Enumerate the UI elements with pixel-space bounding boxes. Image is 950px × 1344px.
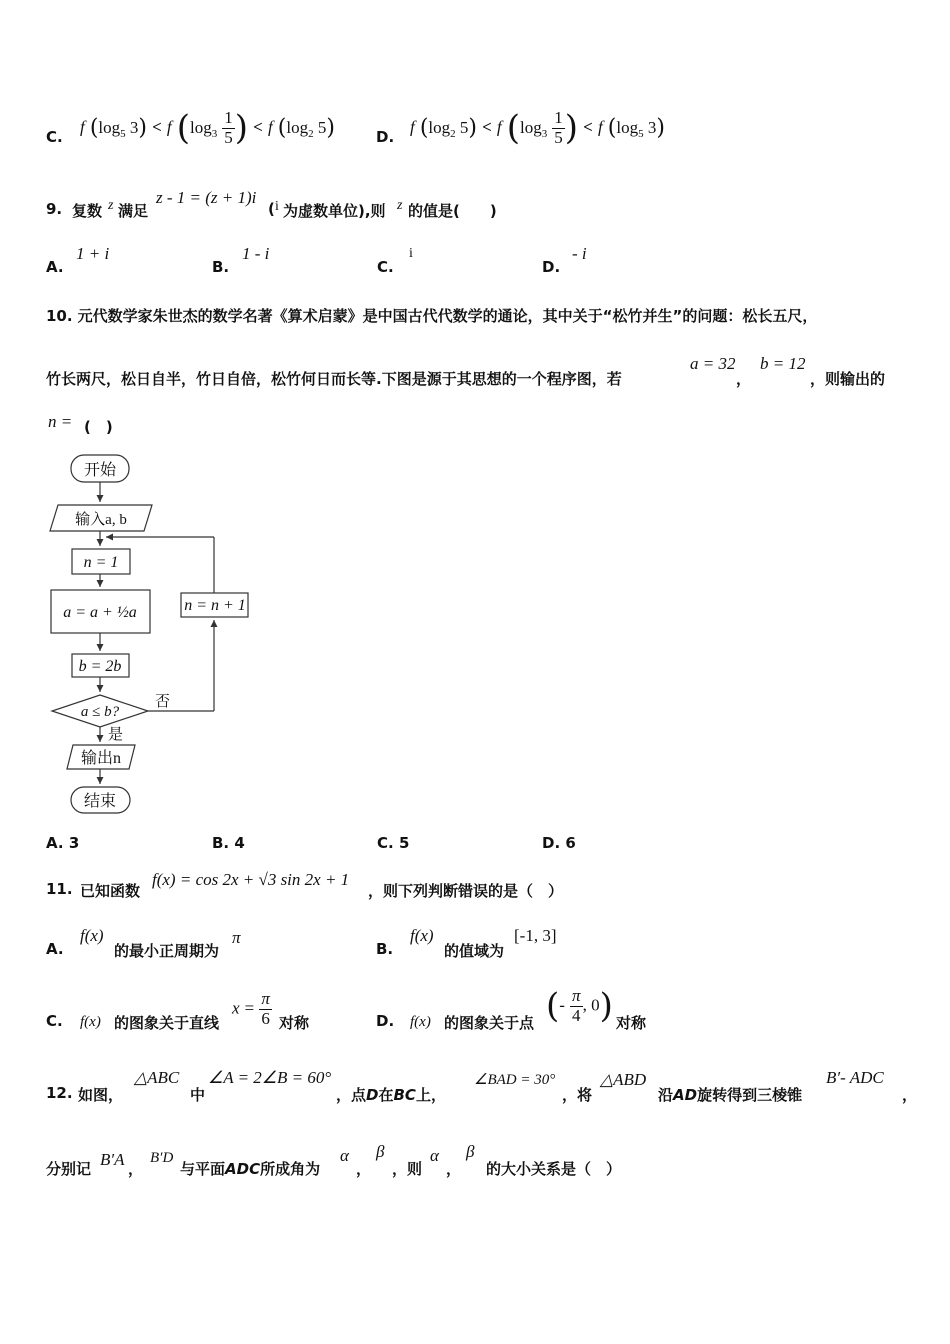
q12-text: 分别记 [46, 1160, 92, 1178]
q12-text: ， [446, 1160, 462, 1178]
q11-stem [46, 868, 746, 902]
q8-option-d-formula: f ($\log_2$ 5) < f ($\log_3$ $\frac{1}{5}$ ) < f ($\log_5$ 3) [410, 107, 665, 148]
option-tail: 对称 [279, 1014, 310, 1032]
option-fx: f(x) [410, 1014, 431, 1030]
q10-line1 [46, 305, 817, 326]
option-label: B. [212, 258, 230, 276]
flow-condition-label: a ≤ b? [80, 704, 120, 720]
q9-stem-text: 的值是( ) [408, 202, 497, 220]
q12-triangle-abd: △ABD [600, 1070, 647, 1089]
q10-text: 元代数学家朱世杰的数学名著《算术启蒙》是中国古代代数学的通论，其中关于“松竹并生”的问题：松长五尺， [77, 307, 818, 325]
q12-line1 [46, 1066, 926, 1106]
flow-update-a-label: a = a + ½a [63, 604, 137, 621]
q12-text: 如图， [78, 1086, 124, 1104]
flow-start-label: 开始 [83, 462, 117, 479]
option-text: 的值域为 [444, 942, 505, 960]
flow-yes-label: 是 [108, 727, 124, 743]
q12-text: ， [902, 1086, 918, 1104]
option-fx: f(x) [80, 1014, 101, 1030]
q11-option-a [46, 926, 346, 960]
q10-paren: ( ) [84, 418, 113, 436]
q12-segment-ba: B′A [100, 1150, 125, 1169]
flow-end-label: 结束 [83, 793, 117, 810]
q12-text: 与平面ADC所成角为 [180, 1160, 321, 1178]
q12-line2 [46, 1140, 926, 1180]
q10-option-d: D. 6 [542, 834, 576, 852]
q12-text: ，将 [562, 1086, 593, 1104]
q10-text: ，则输出的 [810, 370, 886, 388]
q12-text: 沿AD旋转得到三棱锥 [658, 1086, 803, 1104]
q9-stem-text: 复数 [72, 202, 103, 220]
flow-init-label: n = 1 [83, 554, 119, 571]
q10-option-a: A. 3 [46, 834, 80, 852]
option-fx: f(x) [410, 926, 434, 945]
option-label: C. [377, 258, 394, 276]
q12-triangle-abc: △ABC [134, 1068, 180, 1087]
q12-beta: β [466, 1142, 475, 1161]
flow-input-label: 输入a, b [75, 512, 127, 528]
q11-function: f(x) = cos 2x + √3 sin 2x + 1 [152, 870, 350, 889]
q12-text: ，则 [392, 1160, 423, 1178]
q10-option-c: C. 5 [377, 834, 410, 852]
option-label: A. [46, 940, 64, 958]
q10-comma: ， [736, 370, 752, 388]
option-value: i [409, 246, 413, 261]
flow-increment-label: n = n + 1 [184, 597, 246, 614]
q12-angles: ∠A = 2∠B = 60° [208, 1068, 332, 1087]
q9-stem-text: ( [268, 200, 275, 218]
q10-options [46, 834, 746, 854]
q9-stem-text: 为虚数单位),则 [283, 202, 386, 220]
q12-angle-bad: ∠BAD = 30° [474, 1072, 556, 1088]
option-value: - i [572, 244, 587, 263]
q11-option-c [46, 990, 366, 1040]
q9-stem-text: 满足 [118, 202, 149, 220]
flow-no-label: 否 [155, 694, 171, 710]
option-label: C. [46, 1012, 63, 1030]
option-label: C. [46, 128, 63, 146]
q11-text: 已知函数 [80, 882, 141, 900]
var-z: z [108, 198, 114, 213]
option-value: (- $\frac{\pi}{4}$ , 0) [546, 985, 613, 1026]
q10-b-value: b = 12 [760, 354, 806, 373]
q12-segment-bd: B′D [150, 1150, 174, 1166]
option-value: x = $\frac{\pi}{6}$ [232, 989, 270, 1028]
option-value: [-1, 3] [514, 926, 557, 945]
imaginary-i: i [275, 199, 279, 214]
flow-output-label: 输出n [80, 750, 122, 767]
q12-text: ， [356, 1160, 372, 1178]
flow-update-b-label: b = 2b [78, 658, 122, 675]
option-tail: 对称 [616, 1014, 647, 1032]
q12-text: 中 [190, 1086, 206, 1104]
option-fx: f(x) [80, 926, 104, 945]
q10-option-b: B. 4 [212, 834, 245, 852]
option-label: D. [376, 128, 395, 146]
q12-alpha: α [430, 1146, 439, 1165]
option-value: π [232, 928, 241, 947]
option-label: D. [376, 1012, 395, 1030]
q12-pyramid: B′- ADC [826, 1068, 884, 1087]
q12-text: ， [128, 1160, 144, 1178]
q12-text: 的大小关系是（ ） [486, 1160, 622, 1178]
option-text: 的图象关于直线 [114, 1014, 220, 1032]
question-number: 10. [46, 307, 73, 325]
option-label: A. [46, 258, 64, 276]
q9-options [46, 244, 746, 278]
q10-flowchart [40, 448, 270, 818]
q11-option-d [376, 986, 696, 1040]
question-number: 9. [46, 200, 63, 218]
question-number: 11. [46, 880, 73, 898]
question-number: 12. [46, 1084, 73, 1102]
option-label: B. [376, 940, 394, 958]
q12-text: ，点D在BC上， [336, 1086, 446, 1104]
q12-beta: β [376, 1142, 385, 1161]
option-value: 1 - i [242, 244, 270, 263]
var-z: z [397, 198, 403, 213]
option-label: D. [542, 258, 561, 276]
q10-line2 [46, 354, 926, 388]
option-text: 的图象关于点 [444, 1014, 535, 1032]
q10-n-eq: n = [48, 412, 73, 431]
q10-a-value: a = 32 [690, 354, 736, 373]
q11-text: ，则下列判断错误的是（ ） [368, 882, 564, 900]
q8-option-c-formula: f ($\log_5$ 3) < f ($\log_3$ $\frac{1}{5}$ ) < f ($\log_2$ 5) [80, 107, 335, 148]
q9-equation: z - 1 = (z + 1)i [156, 188, 257, 207]
q10-text: 竹长两尺，松日自半，竹日自倍，松竹何日而长等.下图是源于其思想的一个程序图，若 [46, 370, 622, 388]
option-value: 1 + i [76, 244, 110, 263]
option-text: 的最小正周期为 [114, 942, 220, 960]
q11-option-b [376, 926, 676, 960]
q12-alpha: α [340, 1146, 349, 1165]
